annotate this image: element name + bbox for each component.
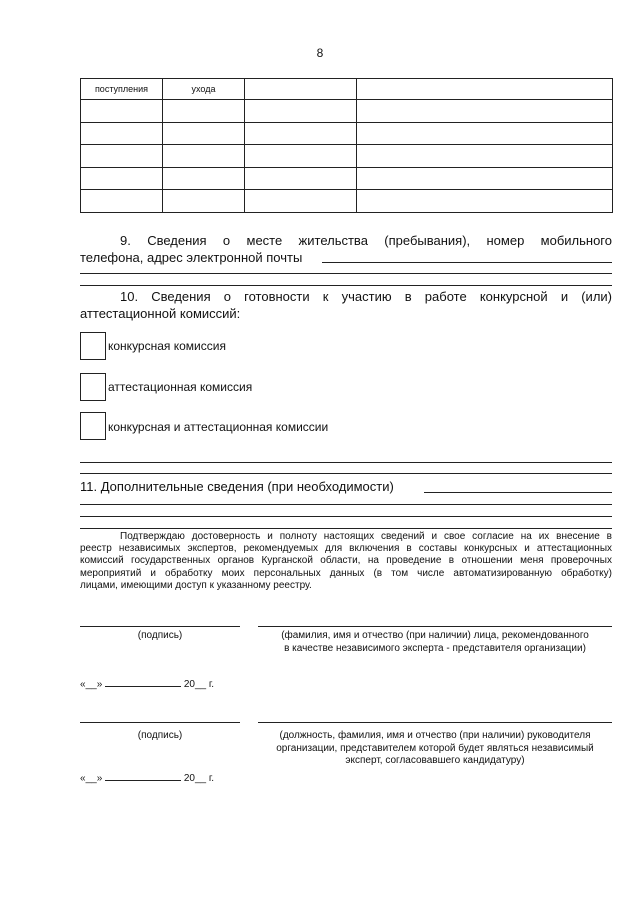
caption-line: эксперт, согласовавшего кандидатуру) [345, 755, 525, 766]
section-9-heading [80, 232, 612, 249]
date-suffix: г. [206, 679, 215, 690]
table-cell[interactable] [245, 190, 357, 213]
date-day-blank[interactable]: __ [85, 679, 97, 690]
consent-line: лицами, имеющими доступ к указанному реестру. [80, 579, 312, 591]
date-suffix: г. [206, 773, 215, 784]
consent-line: мероприятий и обработку моих персональных данных (в том числе автоматизированную обработку) [80, 567, 612, 579]
table-header-cell: ухода [163, 79, 245, 100]
date-close-quote: » [96, 679, 103, 690]
date-year-blank[interactable]: __ [194, 679, 207, 690]
date-open-quote: « [80, 773, 86, 784]
date-field[interactable] [80, 677, 214, 690]
date-open-quote: « [80, 679, 86, 690]
residence-input-line-3[interactable] [80, 285, 612, 286]
page-number: 8 [316, 46, 324, 60]
table-cell[interactable] [245, 145, 357, 168]
table-header-row [81, 79, 613, 100]
consent-line: Подтверждаю достоверность и полноту настоящих сведений и свое согласие на их внесение в [120, 531, 612, 542]
both-commissions-checkbox[interactable] [80, 412, 106, 440]
section-9-line1: 9. Сведения о месте жительства (пребывания), номер мобильного [120, 233, 612, 248]
table-cell[interactable] [357, 190, 613, 213]
date-year-prefix: 20 [183, 773, 195, 784]
residence-input-line[interactable] [322, 262, 612, 263]
additional-info-input-line-3[interactable] [80, 516, 612, 517]
table-cell[interactable] [81, 145, 163, 168]
table-header-cell: поступления [81, 79, 163, 100]
table-row [81, 190, 613, 213]
section-10-heading [80, 288, 612, 305]
table-cell[interactable] [357, 100, 613, 123]
date-close-quote: » [96, 773, 103, 784]
table-cell[interactable] [245, 122, 357, 145]
additional-info-input-line[interactable] [424, 492, 612, 493]
residence-input-line-2[interactable] [80, 273, 612, 274]
table-cell[interactable] [163, 122, 245, 145]
date-field[interactable] [80, 771, 214, 784]
table-cell[interactable] [357, 145, 613, 168]
competition-commission-label: конкурсная комиссия [108, 339, 226, 353]
position-name-line[interactable] [258, 722, 612, 723]
table-cell[interactable] [81, 167, 163, 190]
table-cell[interactable] [245, 100, 357, 123]
table-cell[interactable] [81, 122, 163, 145]
service-history-table [80, 78, 613, 213]
date-year-prefix: 20 [183, 679, 195, 690]
caption-line: в качестве независимого эксперта - представителя организации) [284, 642, 586, 654]
attestation-commission-checkbox[interactable] [80, 373, 106, 401]
full-name-line[interactable] [258, 626, 612, 627]
caption-line: организации, представителем которой будет являться независимый [276, 742, 594, 754]
table-cell[interactable] [245, 167, 357, 190]
signature-caption: (подпись) [137, 630, 183, 641]
table-header-cell [357, 79, 613, 100]
divider-line [80, 473, 612, 474]
expert-name-caption [258, 630, 612, 655]
additional-info-input-line-2[interactable] [80, 504, 612, 505]
signature-line[interactable] [80, 626, 240, 627]
table-cell[interactable] [163, 100, 245, 123]
table-row [81, 122, 613, 145]
attestation-commission-label: аттестационная комиссия [108, 380, 253, 394]
table-cell[interactable] [163, 145, 245, 168]
consent-paragraph [80, 531, 612, 592]
signature-line[interactable] [80, 722, 240, 723]
consent-line: реестр независимых экспертов, рекомендуемых для включения в составы конкурсных и аттестационных [80, 543, 612, 555]
section-10-line2: аттестационной комиссий: [80, 306, 241, 321]
table-cell[interactable] [357, 167, 613, 190]
consent-line: комиссий государственных органов Курганской области, на проведение в отношении меня проверочных [80, 555, 612, 567]
date-day-blank[interactable]: __ [85, 773, 97, 784]
date-month-blank[interactable] [105, 677, 181, 687]
caption-line: (должность, фамилия, имя и отчество (при наличии) руководителя [279, 730, 591, 741]
table-cell[interactable] [357, 122, 613, 145]
table-row [81, 145, 613, 168]
table-row [81, 100, 613, 123]
caption-line: (фамилия, имя и отчество (при наличии) лица, рекомендованного [281, 630, 589, 641]
date-month-blank[interactable] [105, 771, 181, 781]
signature-caption: (подпись) [137, 730, 183, 741]
table-row [81, 167, 613, 190]
additional-info-input-line-4[interactable] [80, 528, 612, 529]
divider-line [80, 462, 612, 463]
section-11-label: 11. Дополнительные сведения (при необходимости) [80, 479, 394, 494]
table-header-cell [245, 79, 357, 100]
both-commissions-label: конкурсная и аттестационная комиссии [108, 420, 329, 434]
table-cell[interactable] [81, 190, 163, 213]
date-year-blank[interactable]: __ [194, 773, 207, 784]
table-cell[interactable] [81, 100, 163, 123]
head-of-organization-caption [258, 730, 612, 768]
table-cell[interactable] [163, 167, 245, 190]
section-9-line2: телефона, адрес электронной почты [80, 250, 303, 265]
section-10-line1: 10. Сведения о готовности к участию в работе конкурсной и (или) [120, 289, 612, 304]
table-cell[interactable] [163, 190, 245, 213]
competition-commission-checkbox[interactable] [80, 332, 106, 360]
